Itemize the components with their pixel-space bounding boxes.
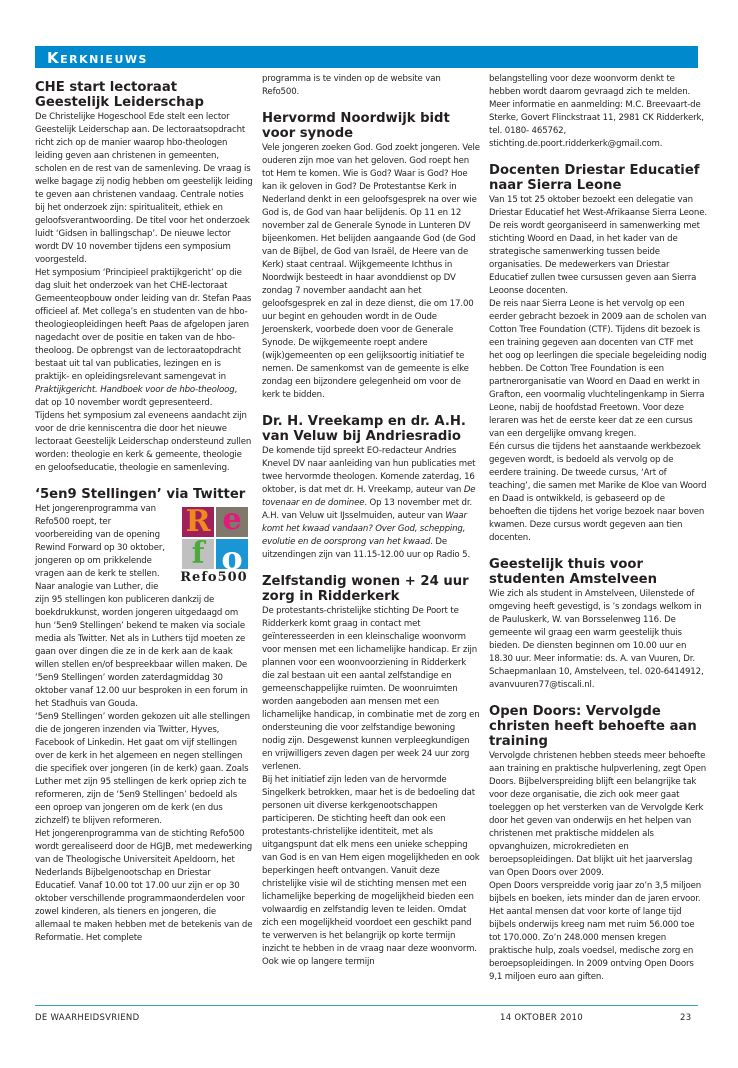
article-paragraph: Tijdens het symposium zal eveneens aandacht zijn voor de drie kenniscentra die door het nieuwe lectoraat Geestelijk Leiderschap ondersteund zullen worden: theologie en kerk & gemeente, theologie en geloofseducatie, theologie en samenleving. xyxy=(35,411,252,473)
logo-tile-o: o xyxy=(216,539,248,569)
article-noordwijk-synode xyxy=(262,111,480,402)
section-title: Kerknieuws xyxy=(47,49,148,67)
article-title: CHE start lectoraat Geestelijk Leiderschap xyxy=(35,80,204,110)
logo-tile-e: e xyxy=(216,507,248,537)
logo-tile-f: f xyxy=(182,539,214,569)
article-paragraph: belangstelling voor deze woonvorm denkt te hebben wordt daarom gevraagd zich te melden. Meer informatie en aanmelding: M.C. Breevaart-de Sterke, Govert Flinckstraat 11, 2981 CK Ridderkerk, tel. 0180- 465762, stichting.de.poort.ridderkerk@gmail.com. xyxy=(489,74,704,149)
article-paragraph: Het jongerenprogramma van de stichting Refo500 wordt gerealiseerd door de HGJB, met medewerking van de Theologische Universiteit Apeldoorn, het Nederlands Bijbelgenootschap en Driestar Educatief. Vanaf 10.00 tot 17.00 uur zijn er op 30 oktober verschillende programmaonderdelen voor zowel kinderen, als tieners en jongeren, die allemaal te maken hebben met de betekenis van de Reformatie. Het complete xyxy=(35,829,253,943)
article-ridderkerk xyxy=(262,574,480,969)
article-title: Docenten Driestar Educatief naar Sierra Leone xyxy=(489,163,700,193)
article-continuation xyxy=(262,73,480,99)
article-paragraph: De protestants-christelijke stichting De Poort te Ridderkerk komt graag in contact met geïnteresseerden in een kleinschalige woonvorm voor mensen met een lichamelijke handicap. Er zijn plannen voor een woonvoorziening in Ridderkerk die zal bestaan uit een aantal zelfstandige en gemeenschappelijke ruimten. De woonruimten worden aangeboden aan mensen met een lichamelijke handicap, in combinatie met de zorg en ondersteuning die voor zelfstandige bewoning nodig zijn. Desgewenst kunnen verpleegkundigen en vrijwilligers zeven dagen per week 24 uur zorg verlenen. xyxy=(262,606,480,772)
article-paragraph: Vervolgde christenen hebben steeds meer behoefte aan training en praktische hulpverlening, zegt Open Doors. Bijbelverspreiding blijft een belangrijke tak voor deze organisatie, die zich ook meer gaat toeleggen op het versterken van de Vervolgde Kerk door het geven van onderwijs en het helpen van christenen met praktische middelen als opvanghuizen, microkredieten en beroepsopleidingen. Dat blijkt uit het jaarverslag van Open Doors over 2009. xyxy=(489,751,707,878)
column-2 xyxy=(262,73,480,981)
article-paragraph: De Christelijke Hogeschool Ede stelt een lector Geestelijk Leiderschap aan. De lectoraatsopdracht richt zich op de manier waarop hbo-theologen leiding geven aan christenen in gemeenten, scholen en de rest van de samenleving. De vraag is welke bagage zij nodig hebben om geestelijk leiding te geven aan christenen vandaag. Centrale noties bij het onderzoek zijn: spiritualiteit, ethiek en geloofsverantwoording. De titel voor het onderzoek luidt ‘Gidsen in ballingschap’. De nieuwe lector wordt DV 10 november tijdens een symposium voorgesteld. xyxy=(35,112,253,265)
book-title: Waar komt het kwaad vandaan? Over God, schepping, evolutie en de oorsprong van het kwaad xyxy=(262,511,467,547)
article-title: ‘5en9 Stellingen’ via Twitter xyxy=(35,487,246,502)
text-run: De komende tijd spreekt EO-redacteur Andries Knevel DV naar aanleiding van hun publicaties met twee hervormde theologen. Komende zaterdag, 16 oktober, is dat met dr. H. Vreekamp, auteur van xyxy=(262,446,476,495)
text-run: . Op 13 november met dr. A.H. van Veluw uit IJsselmuiden, auteur van xyxy=(262,498,473,521)
article-andriesradio xyxy=(262,414,480,562)
book-title: De tovenaar en de dominee xyxy=(262,485,476,508)
article-paragraph: ‘5en9 Stellingen’ worden gekozen uit alle stellingen die de jongeren inzenden via Twitter, Hyves, Facebook of Linkedin. Het gaat om vijf stellingen over de kerk in het algemeen en negen stellingen die specifiek over jongeren (in de kerk) gaan. Zoals Luther met zijn 95 stellingen de kerk opriep zich te reformeren, zijn de ‘5en9 Stellingen’ bedoeld als een oproep van jongeren om de kerk (en dus zichzelf) te blijven reformeren. xyxy=(35,712,250,826)
article-5en9-stellingen xyxy=(35,487,253,945)
book-title: Praktijkgericht. Handboek voor de hbo-theoloog xyxy=(35,385,235,395)
article-title: Zelfstandig wonen + 24 uur zorg in Ridderkerk xyxy=(262,574,469,604)
article-title: Open Doors: Vervolgde christen heeft behoefte aan training xyxy=(489,704,697,749)
article-paragraph: Open Doors verspreidde vorig jaar zo’n 3,5 miljoen bijbels en boeken, iets minder dan de jaren ervoor. Het aantal mensen dat voor korte of lange tijd bijbels onderwijs kreeg nam met ruim 56.000 toe tot 170.000. Zo’n 248.000 mensen kregen praktische hulp, zoals voedsel, medische zorg en beroepsopleidingen. In 2009 ontving Open Doors 9,1 miljoen euro aan giften. xyxy=(489,881,702,982)
footer-publication: DE WAARHEIDSVRIEND xyxy=(35,1013,140,1023)
article-title: Dr. H. Vreekamp en dr. A.H. van Veluw bij Andriesradio xyxy=(262,414,466,444)
article-paragraph: Vele jongeren zoeken God. God zoekt jongeren. Vele ouderen zijn moe van het geloven. God roept hen tot Hem te komen. Wie is God? Waar is God? Hoe kan ik geloven in God? De Protestantse Kerk in Nederland denkt in een geloofsgesprek na over wie God is, de God van haar belijdenis. Op 11 en 12 november zal de Generale Synode in Lunteren DV bijeenkomen. Het belijden aangaande God (de God van de Bijbel, de God van Israël, de Heere van de Kerk) staat centraal. Wijkgemeente Ichthus in Noordwijk besteedt in haar avonddienst op DV zondag 7 november aandacht aan het geloofsgesprek en zal in deze dienst, die om 17.00 uur begint en gehouden wordt in de Oude Jeroenskerk, voorbede doen voor de Generale Synode. De wijkgemeente roept andere (wijk)gemeenten op een gelijksoortig initiatief te nemen. De samenkomst van de gemeente is elke zondag een bijzondere gelegenheid om voor de kerk te bidden. xyxy=(262,143,480,400)
article-paragraph xyxy=(35,267,253,410)
text-run: , dat op 10 november wordt gepresenteerd. xyxy=(35,385,238,408)
article-paragraph: Wie zich als student in Amstelveen, Uilenstede of omgeving heeft gevestigd, is ’s zondags welkom in de Pauluskerk, W. van Borsselenweg 116. De gemeente wil graag een warm geestelijk thuis bieden. De diensten beginnen om 10.00 uur en 18.30 uur. Meer informatie: ds. A. van Vuuren, Dr. Schaepmanlaan 10, Amstelveen, tel. 020-6414912, avanvuuren77@tiscali.nl. xyxy=(489,589,704,690)
article-open-doors xyxy=(489,704,707,984)
section-header-bar xyxy=(35,46,698,68)
article-amstelveen xyxy=(489,557,707,692)
text-run: Het symposium ‘Principieel praktijkgericht’ op die dag sluit het onderzoek van het CHE-lectoraat Gemeenteopbouw onder leiding van dr. Stefan Paas officieel af. Met collega’s en studenten van de hbo-theologieopleidingen heeft Paas de afgelopen jaren nagedacht over de positie en taken van de hbo-theoloog. De opbrengst van de lectoraatopdracht bestaat uit tal van publicaties, lezingen en is praktijk- en opleidingsrelevant samengevat in xyxy=(35,268,252,382)
column-1 xyxy=(35,80,253,957)
article-paragraph: programma is te vinden op de website van Refo500. xyxy=(262,74,441,97)
article-title: Hervormd Noordwijk bidt voor synode xyxy=(262,111,450,141)
column-3 xyxy=(489,73,707,996)
text-run: Het jongerenprogramma van Refo500 roept, ter voorbereiding van de opening Rewind Forward op 30 oktober, jongeren op om prikkelende vragen aan de kerk te stellen. Naar analogie van Luther, die zijn 95 stellingen kon publiceren dankzij de boekdrukkunst, worden jongeren uitgedaagd om hun ‘5en9 Stellingen’ bekend te maken via sociale media als Twitter. Net als in Luthers tijd moeten ze gaan over dingen die ze in de kerk aan de kaak willen stellen en/of bespreekbaar willen maken. De ‘5en9 Stellingen’ worden zaterdagmiddag 30 oktober vanaf 12.00 uur besproken in een forum in het Stadhuis van Gouda. xyxy=(35,504,248,709)
article-paragraph: De reis naar Sierra Leone is het vervolg op een eerder gebracht bezoek in 2009 aan de scholen van Cotton Tree Foundation (CTF). Tijdens dit bezoek is een training gegeven aan docenten van CTF met het oog op leerlingen die speciale begeleiding nodig hebben. De Cotton Tree Foundation is een partnerorganisatie van Woord en Daad en werkt in Grafton, een voormalig vluchtelingenkamp in Sierra Leone, nabij de hoofdstad Freetown. Voor deze leraren was het de eerste keer dat ze een cursus van een dergelijke omvang kregen. xyxy=(489,299,707,439)
article-paragraph: Eén cursus die tijdens het aanstaande werkbezoek gegeven wordt, is bedoeld als vervolg op de eerdere training. De tweede cursus, ‘Art of teaching’, die samen met Marike de Kloe van Woord en Daad is ontwikkeld, is gebaseerd op de behoeften die tijdens het vorige bezoek naar boven kwamen. Deze cursus wordt gegeven aan tien docenten. xyxy=(489,442,707,543)
article-paragraph: Van 15 tot 25 oktober bezoekt een delegatie van Driestar Educatief het West-Afrikaanse Sierra Leone. De reis wordt georganiseerd in samenwerking met stichting Woord en Daad, in het kader van de strategische samenwerking tussen beide organisaties. De medewerkers van Driestar Educatief zullen twee cursussen geven aan Sierra Leoonse docenten. xyxy=(489,195,707,296)
article-che-lectoraat xyxy=(35,80,253,475)
logo-tile-r: R xyxy=(182,507,214,537)
footer-date: 14 OKTOBER 2010 xyxy=(500,1013,583,1023)
article-title: Geestelijk thuis voor studenten Amstelveen xyxy=(489,557,657,587)
footer-rule xyxy=(35,1005,698,1006)
article-paragraph xyxy=(35,503,253,711)
text-run: . De uitzendingen zijn van 11.15-12.00 uur op Radio 5. xyxy=(262,537,471,560)
page-number: 23 xyxy=(680,1013,692,1023)
logo-caption: Refo500 xyxy=(180,570,248,585)
article-paragraph: Bij het initiatief zijn leden van de hervormde Singelkerk betrokken, maar het is de bedoeling dat personen uit diverse kerkgenootschappen participeren. De stichting heeft dan ook een protestants-christelijke identiteit, met als uitgangspunt dat elk mens een unieke schepping van God is en van Hem eigen mogelijkheden en ook beperkingen heeft ontvangen. Vanuit deze christelijke visie wil de stichting mensen met een lichamelijke beperking de mogelijkheid bieden een volwaardig en zelfstandig leven te leiden. Omdat zich een mogelijkheid voordoet een geschikt pand te verwerven is het belangrijk op korte termijn inzicht te hebben in de vraag naar deze woonvorm. Ook wie op langere termijn xyxy=(262,775,480,967)
refo500-logo xyxy=(177,507,251,583)
article-paragraph xyxy=(262,445,480,562)
article-continuation xyxy=(489,73,707,151)
article-driestar-sierra-leone xyxy=(489,163,707,545)
